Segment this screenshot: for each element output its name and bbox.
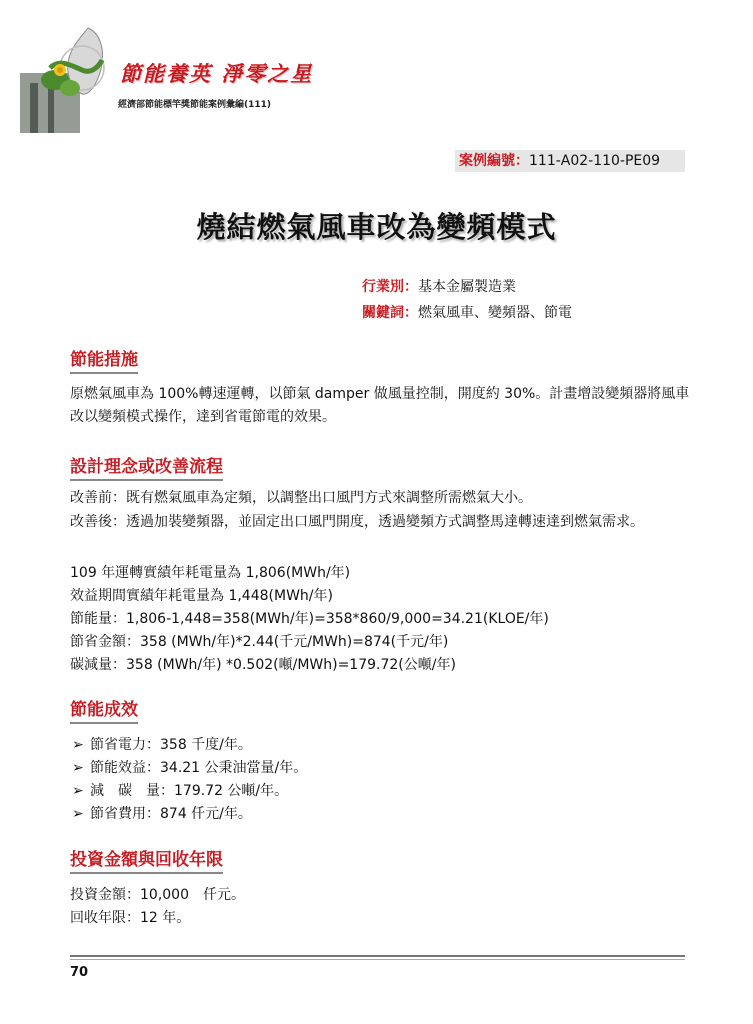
measures-text: 原燃氣風車為 100%轉速運轉，以節氣 damper 做風量控制，開度約 30%。計畫增設變頻器將風車改以變頻模式操作，達到省電節電的效果。 <box>70 386 690 425</box>
design-line-cost: 節省金額：358 (MWh/年)*2.44(千元/MWh)=874(千元/年) <box>70 634 449 650</box>
page-number: 70 <box>70 965 89 980</box>
list-item <box>72 803 252 823</box>
design-line-carbon: 碳減量：358 (MWh/年) *0.502(噸/MWh)=179.72(公噸/年) <box>70 657 456 673</box>
case-number-label: 案例編號： <box>459 153 529 169</box>
section-heading-investment: 投資金額與回收年限 <box>70 845 223 874</box>
design-line-savings: 節能量：1,806-1,448=358(MWh/年)=358*860/9,000=34.21(KLOE/年) <box>70 611 549 627</box>
result-text: 節能效益：34.21 公秉油當量/年。 <box>90 760 308 776</box>
payback-period: 回收年限：12 年。 <box>70 910 191 926</box>
industry-value: 基本金屬製造業 <box>418 279 516 295</box>
arrow-bullet-icon: ➢ <box>72 760 84 776</box>
arrow-bullet-icon: ➢ <box>72 783 84 799</box>
list-item <box>72 780 288 800</box>
section-heading-measures: 節能措施 <box>70 345 138 374</box>
page-title: 燒結燃氣風車改為變頻模式 <box>196 210 557 244</box>
case-number-box <box>455 150 685 172</box>
industry-row <box>362 276 516 296</box>
design-line-109-usage: 109 年運轉實績年耗電量為 1,806(MWh/年) <box>70 565 351 581</box>
design-line-after: 改善後：透過加裝變頻器，並固定出口風門開度，透過變頻方式調整馬達轉速達到燃氣需求。 <box>70 514 644 530</box>
arrow-bullet-icon: ➢ <box>72 737 84 753</box>
industry-label: 行業別： <box>362 279 418 295</box>
design-line-period-usage: 效益期間實績年耗電量為 1,448(MWh/年) <box>70 588 333 604</box>
section-heading-design: 設計理念或改善流程 <box>70 452 223 481</box>
arrow-bullet-icon: ➢ <box>72 806 84 822</box>
list-item <box>72 757 307 777</box>
section-heading-results: 節能成效 <box>70 695 138 724</box>
keywords-value: 燃氣風車、變頻器、節電 <box>418 305 572 321</box>
result-text: 節省電力：358 千度/年。 <box>90 737 252 753</box>
logo-title: 節能養英 淨零之星 <box>120 61 314 86</box>
footer-divider-thin <box>70 959 685 960</box>
investment-amount: 投資金額：10,000 仟元。 <box>70 887 245 903</box>
case-number-value: 111-A02-110-PE09 <box>529 153 661 169</box>
keywords-label: 關鍵詞： <box>362 305 418 321</box>
result-text: 節省費用：874 仟元/年。 <box>90 806 252 822</box>
list-item <box>72 734 252 754</box>
logo-subtitle: 經濟部節能標竿獎節能案例彙編(111) <box>118 100 272 110</box>
footer-divider <box>70 955 685 957</box>
result-text: 減 碳 量：179.72 公噸/年。 <box>90 783 289 799</box>
design-line-before: 改善前：既有燃氣風車為定頻，以調整出口風門方式來調整所需燃氣大小。 <box>70 490 532 506</box>
keywords-row <box>362 302 572 322</box>
